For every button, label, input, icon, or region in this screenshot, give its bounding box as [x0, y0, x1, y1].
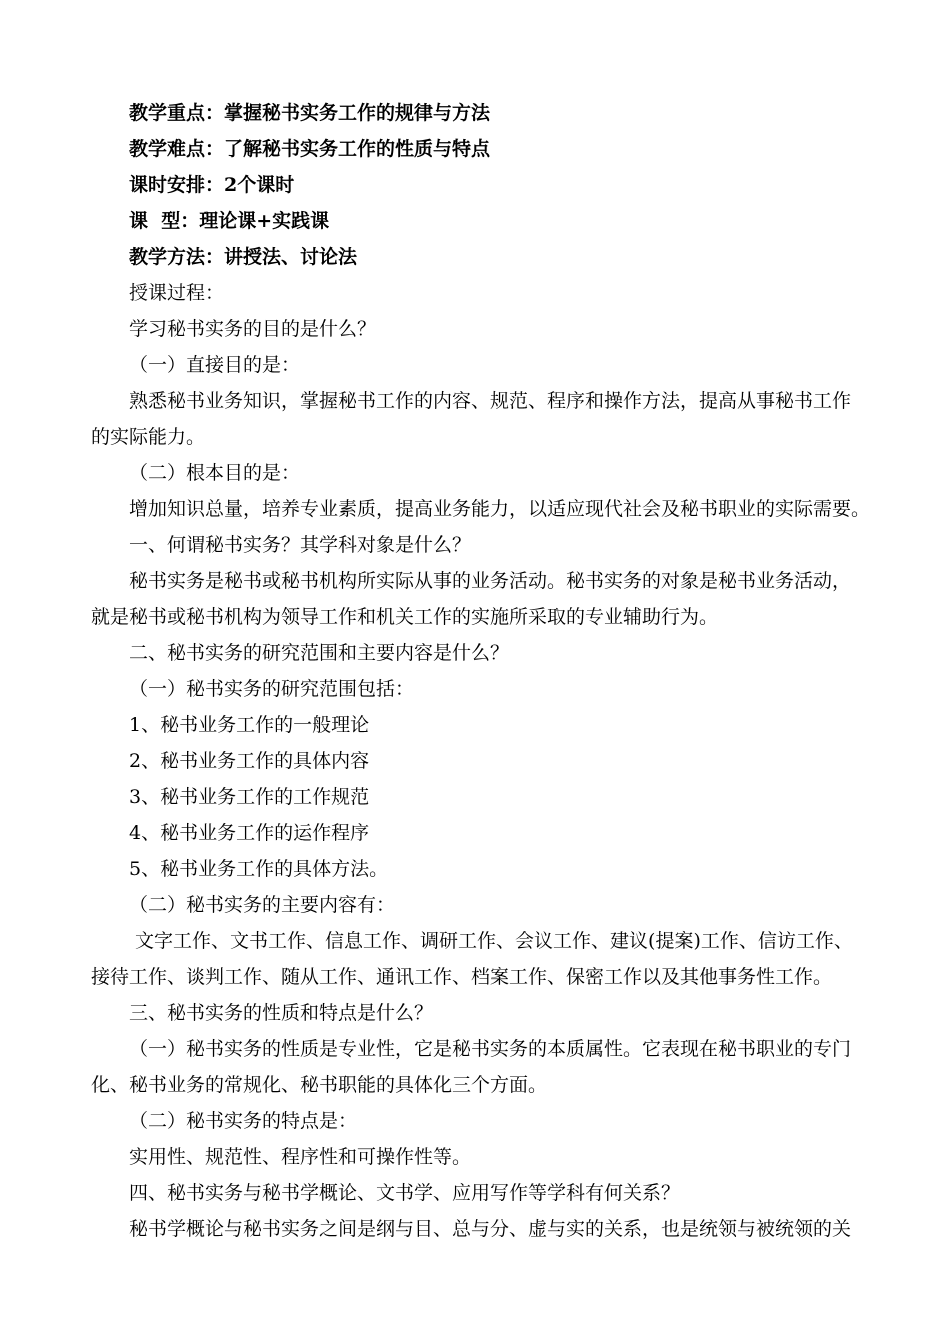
section-1-line-2: 就是秘书或秘书机构为领导工作和机关工作的实施所采取的专业辅助行为。 — [91, 606, 719, 628]
scope-heading: （一）秘书实务的研究范围包括： — [129, 678, 415, 700]
scope-item-4: 4、秘书业务工作的运作程序 — [129, 822, 370, 844]
content-line-2: 接待工作、谈判工作、随从工作、通讯工作、档案工作、保密工作以及其他事务性工作。 — [91, 966, 833, 988]
features-text: 实用性、规范性、程序性和可操作性等。 — [129, 1146, 472, 1168]
content-heading: （二）秘书实务的主要内容有： — [129, 894, 396, 916]
scope-item-1: 1、秘书业务工作的一般理论 — [129, 714, 370, 736]
section-4-heading: 四、秘书实务与秘书学概论、文书学、应用写作等学科有何关系？ — [129, 1182, 681, 1204]
difficulty-line: 教学难点：了解秘书实务工作的性质与特点 — [129, 138, 491, 160]
lesson-type-line: 课 型：理论课+实践课 — [129, 210, 330, 232]
scope-item-2: 2、秘书业务工作的具体内容 — [129, 750, 370, 772]
section-1-heading: 一、何谓秘书实务？其学科对象是什么？ — [129, 534, 472, 556]
section-4-line-1: 秘书学概论与秘书实务之间是纲与目、总与分、虚与实的关系，也是统领与被统领的关 — [129, 1218, 852, 1240]
root-purpose-heading: （二）根本目的是： — [129, 462, 301, 484]
process-heading: 授课过程： — [129, 282, 225, 304]
schedule-line: 课时安排：2个课时 — [129, 174, 295, 196]
direct-purpose-heading: （一）直接目的是： — [129, 354, 301, 376]
section-2-heading: 二、秘书实务的研究范围和主要内容是什么？ — [129, 642, 510, 664]
method-line: 教学方法：讲授法、讨论法 — [129, 246, 358, 268]
features-heading: （二）秘书实务的特点是： — [129, 1110, 358, 1132]
direct-purpose-line-1: 熟悉秘书业务知识，掌握秘书工作的内容、规范、程序和操作方法，提高从事秘书工作 — [129, 390, 852, 412]
content-line-1: 文字工作、文书工作、信息工作、调研工作、会议工作、建议(提案)工作、信访工作、 — [129, 930, 853, 952]
nature-line-1: （一）秘书实务的性质是专业性，它是秘书实务的本质属性。它表现在秘书职业的专门 — [129, 1038, 852, 1060]
section-1-line-1: 秘书实务是秘书或秘书机构所实际从事的业务活动。秘书实务的对象是秘书业务活动， — [129, 570, 852, 592]
section-3-heading: 三、秘书实务的性质和特点是什么？ — [129, 1002, 434, 1024]
direct-purpose-line-2: 的实际能力。 — [91, 426, 206, 448]
scope-item-5: 5、秘书业务工作的具体方法。 — [129, 858, 389, 880]
root-purpose-text: 增加知识总量，培养专业素质，提高业务能力，以适应现代社会及秘书职业的实际需要。 — [129, 498, 871, 520]
key-point-line: 教学重点：掌握秘书实务工作的规律与方法 — [129, 102, 491, 124]
scope-item-3: 3、秘书业务工作的工作规范 — [129, 786, 370, 808]
purpose-question: 学习秘书实务的目的是什么？ — [129, 318, 377, 340]
nature-line-2: 化、秘书业务的常规化、秘书职能的具体化三个方面。 — [91, 1074, 548, 1096]
